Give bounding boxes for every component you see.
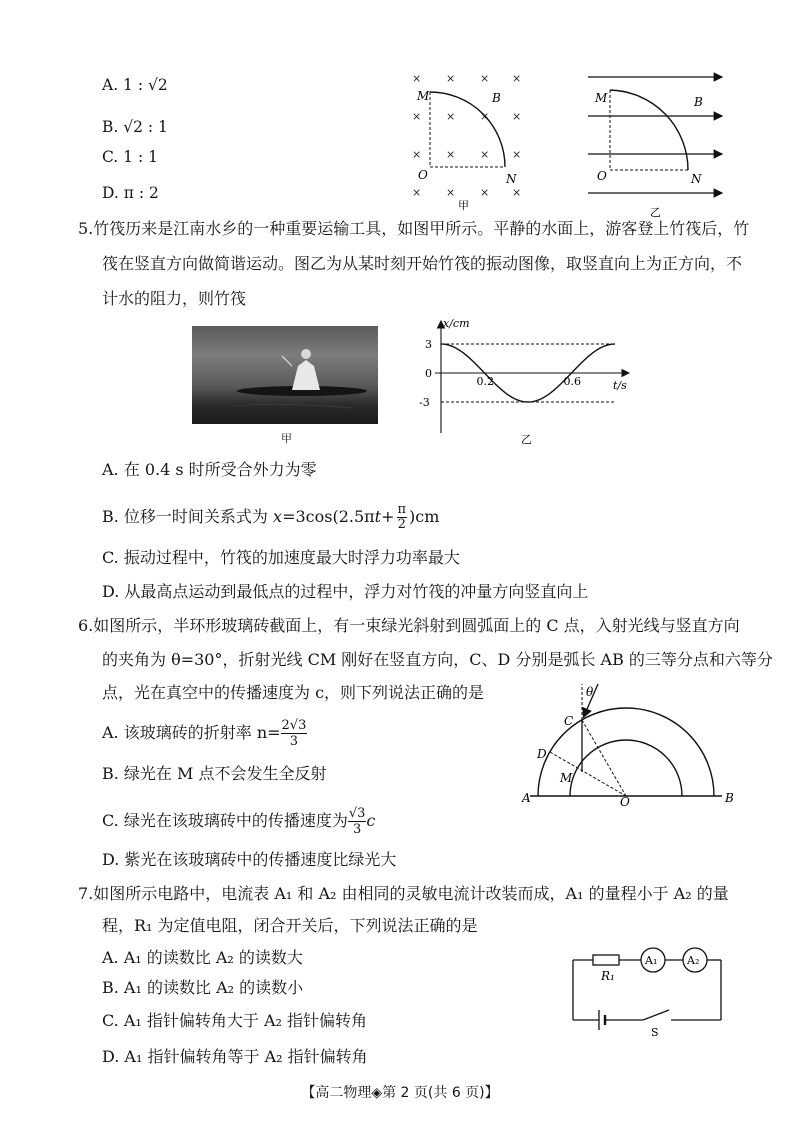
q7-circuit [565, 938, 735, 1036]
fraction-denominator: 2 [397, 517, 406, 532]
q6-half-ring-figure [520, 676, 740, 806]
arc-mn [610, 90, 688, 170]
svg-text:×: × [480, 72, 490, 85]
svg-text:×: × [512, 72, 522, 85]
q7-option-b: B. A₁ 的读数比 A₂ 的读数小 [102, 978, 304, 997]
label-m: M [560, 771, 573, 785]
svg-text:×: × [480, 110, 490, 123]
label-a2: A₂ [687, 954, 700, 967]
resistor-r1 [593, 955, 619, 965]
label-r1: R₁ [601, 969, 615, 983]
svg-text:×: × [412, 186, 422, 199]
q5-option-b-eq: =3cos(2.5π [282, 507, 375, 526]
q5-option-d: D. 从最高点运动到最低点的过程中，浮力对竹筏的冲量方向竖直向上 [102, 582, 589, 601]
y-tick-neg3: -3 [419, 396, 430, 409]
caption-jia: 甲 [458, 199, 469, 212]
svg-text:×: × [446, 110, 456, 123]
q5-option-b [102, 503, 439, 532]
raft-photo-art [192, 326, 378, 424]
label-o: O [597, 169, 607, 183]
label-m: M [417, 89, 430, 103]
svg-text:×: × [412, 148, 422, 161]
label-m: M [595, 91, 608, 105]
fraction-numerator: √3 [348, 806, 366, 821]
q6-stem-line1: 6.如图所示，半环形玻璃砖截面上，有一束绿光斜射到圆弧面上的 C 点，入射光线与竖直方向 [78, 616, 740, 635]
label-theta: θ [586, 685, 594, 699]
graph-caption: 乙 [521, 433, 532, 445]
q4-option-a: A. 1 : √2 [102, 76, 168, 94]
q6-stem-line3: 点，光在真空中的传播速度为 c，则下列说法正确的是 [102, 683, 485, 702]
label-b: B [492, 91, 501, 105]
q7-option-a: A. A₁ 的读数比 A₂ 的读数大 [102, 948, 303, 967]
svg-text:×: × [512, 186, 522, 199]
svg-text:×: × [512, 148, 522, 161]
q5-option-c: C. 振动过程中，竹筏的加速度最大时浮力功率最大 [102, 548, 460, 567]
svg-text:×: × [446, 148, 456, 161]
q4-option-b: B. √2 : 1 [102, 118, 168, 136]
q6-option-c [102, 806, 375, 837]
label-s: S [651, 1026, 659, 1036]
q6-stem-line2: 的夹角为 θ=30°，折射光线 CM 刚好在竖直方向，C、D 分别是弧长 AB 的三等分点和六等分 [102, 650, 773, 669]
label-c: C [564, 714, 574, 728]
fraction-numerator: 2√3 [281, 718, 307, 733]
dashed-co [582, 720, 626, 796]
q5-stem-line2: 筏在竖直方向做简谐运动。图乙为从某时刻开始竹筏的振动图像，取竖直向上为正方向，不 [102, 254, 743, 273]
fraction-denominator: 3 [353, 822, 362, 837]
q6-option-a-fraction [281, 718, 308, 749]
label-a1: A₁ [645, 954, 658, 967]
label-a: A [522, 791, 531, 805]
label-o: O [418, 168, 428, 182]
q7-stem-line2: 程，R₁ 为定值电阻，闭合开关后，下列说法正确的是 [102, 916, 478, 935]
q6-option-c-post: c [366, 811, 376, 830]
q6-option-a-prefix: A. 该玻璃砖的折射率 n= [102, 723, 281, 742]
label-d: D [537, 747, 547, 761]
y-axis-label: x/cm [443, 317, 470, 330]
label-n: N [506, 172, 517, 186]
label-o: O [620, 795, 630, 806]
inner-arc [570, 740, 682, 796]
svg-text:×: × [446, 186, 456, 199]
q5-option-a: A. 在 0.4 s 时所受合外力为零 [102, 460, 317, 479]
svg-text:×: × [512, 110, 522, 123]
page-footer: 【高二物理◈第 2 页(共 6 页)】 [301, 1085, 499, 1101]
q6-option-c-prefix: C. 绿光在该玻璃砖中的传播速度为 [102, 811, 348, 830]
q6-option-a [102, 718, 307, 749]
q4-figure-yi [580, 62, 730, 222]
fraction-numerator: π [397, 502, 407, 517]
svg-text:×: × [446, 72, 456, 85]
q4-option-c: C. 1 : 1 [102, 148, 158, 166]
svg-text:×: × [412, 110, 422, 123]
switch-blade [643, 1010, 669, 1020]
x-tick-0.2: 0.2 [476, 375, 494, 388]
q7-stem-line1: 7.如图所示电路中，电流表 A₁ 和 A₂ 由相同的灵敏电流计改装而成，A₁ 的量程小于 A₂ 的量 [78, 884, 729, 903]
q7-option-c: C. A₁ 指针偏转角大于 A₂ 指针偏转角 [102, 1011, 368, 1030]
q6-option-b: B. 绿光在 M 点不会发生全反射 [102, 764, 327, 783]
q6-option-c-fraction [348, 806, 367, 837]
label-n: N [691, 172, 702, 186]
vibration-graph [415, 315, 635, 445]
y-tick-3: 3 [425, 338, 432, 351]
svg-text:×: × [480, 148, 490, 161]
photo-caption: 甲 [281, 432, 292, 445]
fraction-denominator: 3 [289, 734, 299, 749]
label-b: B [694, 95, 703, 109]
q5-option-b-prefix: B. 位移一时间关系式为 [102, 507, 268, 526]
q5-option-b-plus: + [381, 507, 395, 526]
q7-option-d: D. A₁ 指针偏转角等于 A₂ 指针偏转角 [102, 1047, 368, 1066]
q4-figure-jia [400, 62, 540, 212]
q4-option-d: D. π : 2 [102, 184, 159, 202]
x-tick-0.6: 0.6 [563, 375, 581, 388]
q6-option-d: D. 紫光在该玻璃砖中的传播速度比绿光大 [102, 850, 397, 869]
q5-option-b-t: t [374, 507, 382, 526]
y-tick-0: 0 [425, 367, 432, 380]
label-b: B [725, 791, 734, 805]
q5-option-b-x: x [273, 507, 283, 526]
bamboo-raft-photo [192, 326, 378, 424]
x-axis-label: t/s [613, 379, 627, 392]
q5-option-b-post: )cm [409, 507, 440, 526]
q5-stem-line3: 计水的阻力，则竹筏 [102, 289, 247, 308]
svg-text:×: × [480, 186, 490, 199]
q5-option-b-fraction [397, 503, 408, 532]
svg-text:×: × [412, 72, 422, 85]
q5-stem-line1: 5.竹筏历来是江南水乡的一种重要运输工具，如图甲所示。平静的水面上，游客登上竹筏后，竹 [78, 219, 750, 238]
caption-yi: 乙 [650, 206, 661, 219]
